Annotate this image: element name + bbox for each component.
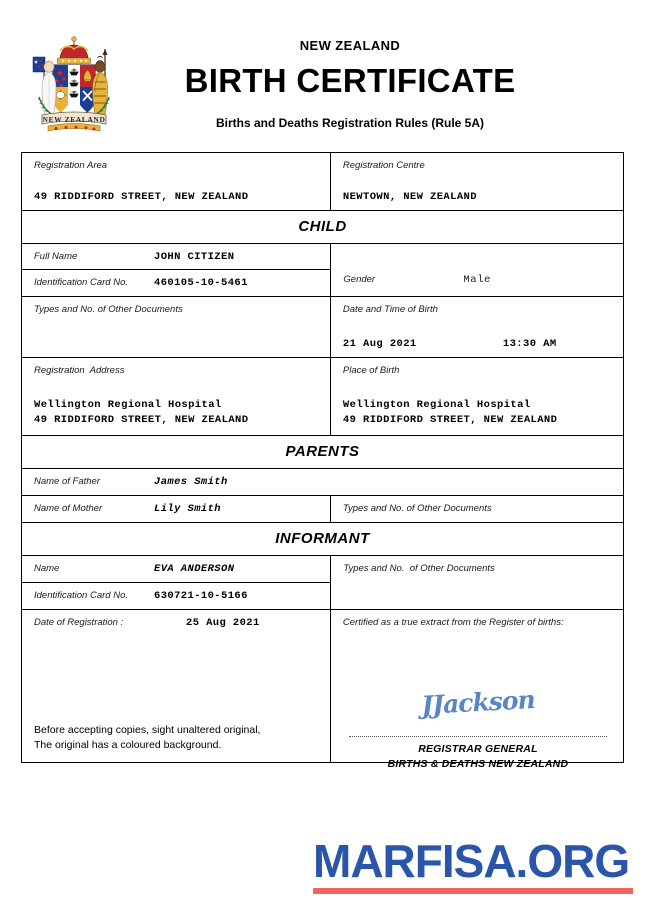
registration-address-cell	[22, 358, 331, 435]
date-of-registration-cell	[22, 610, 331, 762]
child-identity-row	[22, 244, 623, 297]
father-row	[22, 469, 623, 496]
parents-section-title: PARENTS	[285, 443, 360, 461]
informant-id-cell	[22, 583, 330, 609]
informant-id-value: 630721-10-5166	[154, 590, 248, 603]
parents-other-documents-label: Types and No. of Other Documents	[342, 503, 492, 515]
copy-notice	[34, 723, 260, 753]
registrar-title: REGISTRAR GENERAL	[418, 743, 538, 756]
date-of-registration-label: Date of Registration :	[34, 617, 124, 629]
mother-label: Name of Mother	[34, 503, 103, 515]
marfisa-watermark	[313, 835, 633, 894]
informant-other-documents-label: Types and No. of Other Documents	[343, 563, 495, 575]
mother-cell	[22, 496, 331, 522]
child-gender-cell	[331, 244, 623, 296]
place-of-birth-line1: Wellington Regional Hospital	[342, 399, 531, 411]
registration-area-label: Registration Area	[34, 160, 108, 171]
child-id-label: Identification Card No.	[34, 277, 128, 288]
informant-id-label: Identification Card No.	[34, 590, 128, 602]
rules-subtitle: Births and Deaths Registration Rules (Rule 5A)	[215, 116, 485, 130]
registration-row	[22, 153, 623, 211]
document-title: BIRTH CERTIFICATE	[184, 62, 516, 99]
child-id-cell	[22, 270, 330, 296]
child-documents-row	[22, 297, 623, 358]
informant-name-value: EVA ANDERSON	[154, 563, 235, 576]
watermark-underline	[313, 888, 633, 894]
svg-text:NEW ZEALAND: NEW ZEALAND	[42, 115, 106, 124]
new-zealand-coat-of-arms-icon	[20, 27, 128, 137]
parents-section-row	[22, 436, 623, 469]
registration-address-line1: Wellington Regional Hospital	[34, 399, 222, 411]
child-id-value: 460105-10-5461	[154, 277, 248, 289]
signature-dotted-line	[349, 736, 607, 737]
child-gender-value: Male	[463, 274, 492, 286]
child-birth-datetime-cell	[331, 297, 623, 357]
child-address-row	[22, 358, 623, 436]
informant-section-row	[22, 523, 623, 556]
place-of-birth-cell	[331, 358, 623, 435]
certificate-table	[21, 152, 624, 770]
informant-identity-left	[22, 556, 331, 609]
child-birth-datetime-label: Date and Time of Birth	[342, 304, 438, 315]
title-block	[150, 38, 550, 130]
registration-address-label: Registration Address	[34, 365, 125, 376]
certification-row	[22, 610, 623, 770]
child-gender-label: Gender	[343, 274, 376, 285]
registration-area-value: 49 RIDDIFORD STREET, NEW ZEALAND	[34, 191, 249, 203]
mother-value: Lily Smith	[154, 503, 222, 516]
mother-row	[22, 496, 623, 523]
child-birth-time-value: 13:30 AM	[502, 338, 557, 350]
certified-text: Certified as a true extract from the Register of births:	[342, 617, 564, 629]
informant-identity-row	[22, 556, 623, 610]
registration-area-cell	[22, 153, 331, 210]
registration-centre-label: Registration Centre	[342, 160, 425, 171]
child-identity-left	[22, 244, 331, 296]
child-section-row	[22, 211, 623, 244]
child-other-documents-cell	[22, 297, 331, 357]
child-other-documents-label: Types and No. of Other Documents	[34, 304, 183, 315]
father-cell	[22, 469, 623, 495]
parents-other-documents-cell	[331, 496, 623, 522]
informant-name-label: Name	[34, 563, 60, 575]
child-full-name-label: Full Name	[34, 251, 78, 262]
certification-cell	[331, 610, 623, 770]
registrar-caption	[343, 742, 613, 770]
date-of-registration-value: 25 Aug 2021	[186, 617, 260, 630]
father-label: Name of Father	[34, 476, 100, 488]
copy-notice-line1: Before accepting copies, sight unaltered original,	[34, 724, 261, 736]
registrar-department: BIRTHS & DEATHS NEW ZEALAND	[387, 757, 569, 770]
father-value: James Smith	[154, 476, 228, 489]
signature-block	[343, 628, 613, 770]
informant-section-title: INFORMANT	[275, 530, 370, 548]
child-birth-date-value: 21 Aug 2021	[342, 338, 417, 350]
child-full-name-cell	[22, 244, 330, 270]
copy-notice-line2: The original has a coloured background.	[34, 739, 222, 752]
registration-address-line2: 49 RIDDIFORD STREET, NEW ZEALAND	[34, 414, 249, 427]
registrar-signature: JJackson	[420, 685, 536, 721]
place-of-birth-label: Place of Birth	[342, 365, 400, 376]
child-full-name-value: JOHN CITIZEN	[154, 251, 235, 263]
child-section-title: CHILD	[298, 218, 347, 235]
certificate-header	[0, 0, 645, 128]
informant-name-cell	[22, 556, 330, 583]
registration-centre-value: NEWTOWN, NEW ZEALAND	[342, 191, 477, 203]
place-of-birth-line2: 49 RIDDIFORD STREET, NEW ZEALAND	[342, 414, 558, 427]
watermark-text: MARFISA.ORG	[313, 835, 630, 887]
registration-centre-cell	[331, 153, 623, 210]
country-name: NEW ZEALAND	[299, 38, 401, 53]
informant-other-documents-cell	[331, 556, 623, 609]
